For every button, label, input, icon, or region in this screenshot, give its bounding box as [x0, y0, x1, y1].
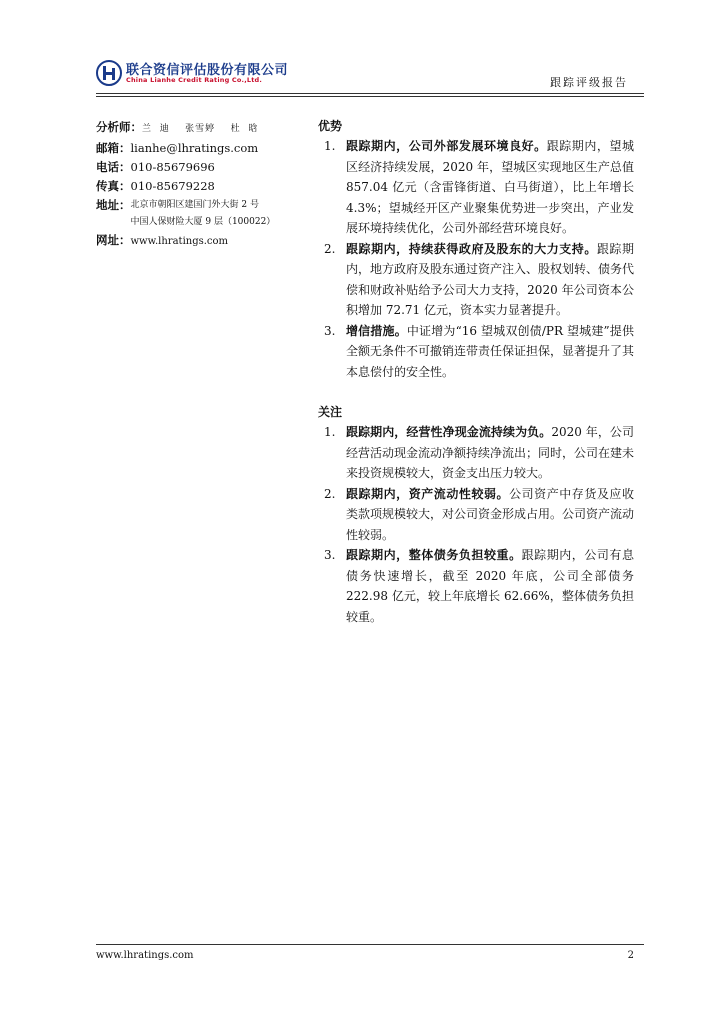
lianhe-logo-icon — [96, 60, 122, 86]
list-item — [318, 136, 634, 239]
analysts-row — [96, 118, 306, 139]
item-number: 2. — [324, 486, 336, 501]
item-text — [346, 239, 634, 321]
fax-value: 010-85679228 — [130, 179, 215, 193]
report-title: 跟踪评级报告 — [550, 76, 628, 89]
item-text — [346, 321, 634, 383]
item-text — [346, 545, 634, 627]
analysts-names: 兰 迪 张雪婷 杜 晗 — [142, 124, 259, 134]
item-number: 2. — [324, 241, 336, 256]
address-line-2: 中国人保财险大厦 9 层（100022） — [130, 217, 276, 227]
fax-label: 传真： — [96, 179, 131, 193]
address-line-1: 北京市朝阳区建国门外大街 2 号 — [130, 200, 259, 210]
item-body: 跟踪期内，望城区经济持续发展，2020 年，望城区实现地区生产总值 857.04 亿元（含雷锋街道、白马街道），比上年增长 4.3%；望城经开区产业聚集优势进一步突出，产业发展环境持续优化，公司外部经营环境良好。 — [346, 139, 634, 235]
item-number: 1. — [324, 139, 336, 153]
item-body: 跟踪期内，地方政府及股东通过资产注入、股权划转、债务代偿和财政补贴给予公司大力支持，2020 年公司资本公积增加 72.71 亿元，资本实力显著提升。 — [346, 241, 635, 317]
address-label: 地址： — [96, 198, 131, 212]
header-rule-thick — [96, 96, 644, 97]
item-number: 3. — [324, 548, 336, 562]
page-header — [0, 0, 724, 100]
analysts-label: 分析师： — [96, 120, 142, 134]
list-item — [318, 422, 634, 484]
item-heading: 跟踪期内，公司外部发展环境良好。 — [346, 139, 547, 153]
footer-rule — [96, 944, 644, 945]
list-item — [318, 321, 634, 383]
section-spacer — [318, 382, 634, 402]
item-heading: 跟踪期内，持续获得政府及股东的大力支持。 — [346, 241, 597, 256]
item-text — [346, 484, 634, 546]
item-heading: 增信措施。 — [346, 323, 407, 338]
item-body: 中证增为“16 望城双创债/PR 望城建”提供全额无条件不可撤销连带责任保证担保，显著提升了其本息偿付的安全性。 — [346, 323, 635, 379]
logo-english-name: China Lianhe Credit Rating Co.,Ltd. — [126, 76, 263, 84]
main-content — [318, 116, 634, 627]
fax-row — [96, 177, 306, 196]
logo-chinese-name: 联合资信评估股份有限公司 — [126, 63, 289, 78]
website-value[interactable]: www.lhratings.com — [130, 236, 229, 247]
phone-row — [96, 158, 306, 177]
item-heading: 跟踪期内，整体债务负担较重。 — [346, 548, 522, 562]
list-item — [318, 484, 634, 546]
email-label: 邮箱： — [96, 141, 131, 155]
item-text — [346, 136, 634, 239]
phone-value: 010-85679696 — [130, 160, 215, 174]
phone-label: 电话： — [96, 160, 131, 174]
email-value[interactable]: lianhe@lhratings.com — [130, 141, 259, 155]
page-number: 2 — [627, 950, 634, 961]
item-body: 2020 年，公司经营活动现金流动净额持续净流出；同时，公司在建未来投资规模较大，资金支出压力较大。 — [346, 425, 635, 480]
website-label: 网址： — [96, 233, 131, 247]
website-row — [96, 231, 306, 251]
item-body: 跟踪期内，公司有息债务快速增长，截至 2020 年底，公司全部债务 222.98 亿元，较上年底增长 62.66%，整体债务负担较重。 — [346, 548, 634, 624]
header-rule-thin — [96, 93, 644, 94]
email-row — [96, 139, 306, 158]
list-item — [318, 545, 634, 627]
list-item — [318, 239, 634, 321]
contact-block — [96, 118, 306, 251]
item-heading: 跟踪期内，资产流动性较弱。 — [346, 486, 510, 501]
item-heading: 跟踪期内，经营性净现金流持续为负。 — [346, 425, 552, 439]
address-lines — [131, 196, 276, 231]
item-body: 公司资产中存货及应收类款项规模较大，对公司资金形成占用。公司资产流动性较弱。 — [346, 486, 635, 542]
item-number: 3. — [324, 323, 336, 338]
item-number: 1. — [324, 425, 336, 439]
strengths-title: 优势 — [318, 119, 343, 133]
item-text — [346, 422, 634, 484]
concerns-title: 关注 — [318, 405, 343, 419]
footer-url[interactable]: www.lhratings.com — [96, 950, 194, 961]
address-row — [96, 196, 306, 231]
